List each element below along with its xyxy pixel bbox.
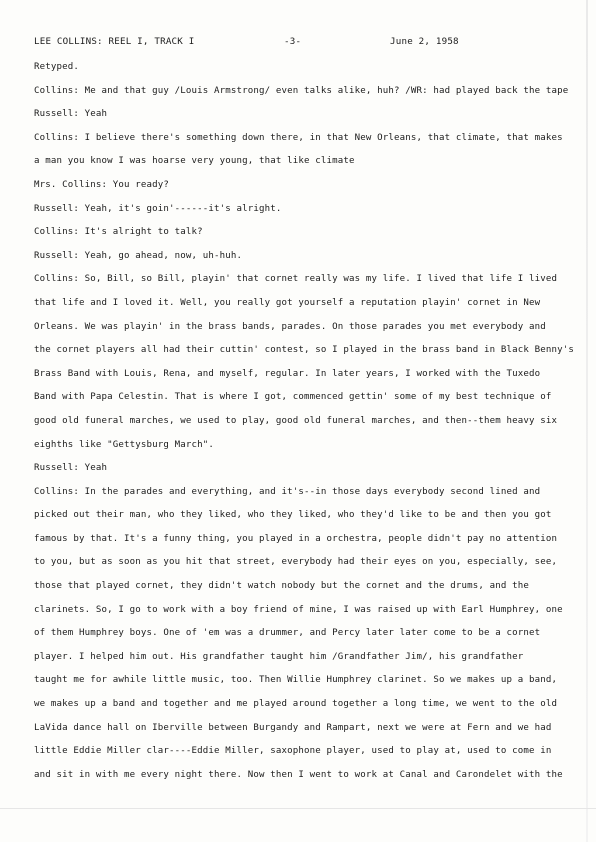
line-text: Me and that guy /Louis Armstrong/ even talks alike, huh? /WR: had played back the tape [84,85,569,96]
line-text: LaVida dance hall on Iberville between Burgandy and Rampart, next we were at Fern and we had [34,722,552,733]
header-date: June 2, 1958 [390,36,459,47]
transcript-line [34,386,570,410]
transcript-line [34,56,570,80]
scan-edge-shadow [586,0,588,842]
line-text: player. I helped him out. His grandfather taught him /Grandfather Jim/, his grandfather [34,651,524,662]
line-text: we makes up a band and together and me played around together a long time, we went to the old [34,699,558,710]
transcript-line [34,575,570,599]
line-text: the cornet players all had their cuttin' contest, so I played in the brass band in Black Benny's [34,345,574,356]
line-text: eighths like "Gettysburg March". [34,439,214,450]
transcript-line [34,103,570,127]
line-text: Band with Papa Celestin. That is where I got, commenced gettin' some of my best technique of [34,392,552,403]
transcript-line [34,693,570,717]
speaker-label: Russell: [34,109,79,120]
speaker-label: Russell: [34,250,79,261]
line-text: Yeah, go ahead, now, uh-huh. [84,250,243,261]
line-text: good old funeral marches, we used to play, good old funeral marches, and then--them heavy six [34,415,558,426]
transcript-line [34,174,570,198]
line-text: picked out their man, who they liked, who they liked, who they'd like to be and then you got [34,510,552,521]
transcript-line [34,646,570,670]
line-text: In the parades and everything, and it's--in those days everybody second lined and [84,486,541,497]
transcript-line [34,504,570,528]
speaker-label: Collins: [34,227,79,238]
line-text: of them Humphrey boys. One of 'em was a drummer, and Percy later later come to be a cornet [34,628,541,639]
transcript-line [34,316,570,340]
line-text: Orleans. We was playin' in the brass bands, parades. On those parades you met everybody and [34,321,546,332]
transcript-body [34,56,574,787]
transcript-line [34,481,570,505]
line-text: that life and I loved it. Well, you really got yourself a reputation playin' cornet in New [34,297,541,308]
line-text: Yeah [84,109,108,120]
page-header [34,36,564,50]
transcript-line [34,764,570,788]
transcript-line [34,622,570,646]
transcript-line [34,717,570,741]
header-page-number: -3- [284,36,302,47]
line-text: It's alright to talk? [84,227,203,238]
transcript-line [34,339,574,363]
line-text: Retyped. [34,62,79,72]
transcript-line [34,434,570,458]
transcript-line [34,292,570,316]
transcript-line [34,221,570,245]
transcript-line [34,245,570,269]
line-text: clarinets. So, I go to work with a boy friend of mine, I was raised up with Earl Humphrey, one [34,604,563,615]
line-text: Yeah, it's goin'------it's alright. [84,203,282,214]
transcript-line [34,150,570,174]
line-text: Yeah [84,463,108,474]
transcript-line [34,268,570,292]
line-text: So, Bill, so Bill, playin' that cornet really was my life. I lived that life I lived [84,274,558,285]
line-text: taught me for awhile little music, too. Then Willie Humphrey clarinet. So we makes up a band, [34,675,558,686]
line-text: those that played cornet, they didn't watch nobody but the cornet and the drums, and the [34,581,529,592]
transcript-line [34,528,570,552]
line-text: Brass Band with Louis, Rena, and myself, regular. In later years, I worked with the Tuxedo [34,368,541,379]
line-text: little Eddie Miller clar----Eddie Miller, saxophone player, used to play at, used to come in [34,746,552,757]
line-text: to you, but as soon as you hit that street, everybody had their eyes on you, especially, see, [34,557,558,568]
line-text: I believe there's something down there, in that New Orleans, that climate, that makes [84,132,563,143]
line-text: famous by that. It's a funny thing, you played in a orchestra, people didn't pay no attention [34,533,558,544]
line-text: and sit in with me every night there. Now then I went to work at Canal and Carondelet with the [34,769,563,780]
transcript-line [34,740,570,764]
line-text: a man you know I was hoarse very young, that like climate [34,156,355,167]
transcript-line [34,599,570,623]
speaker-label: Russell: [34,203,79,214]
transcript-line [34,127,570,151]
speaker-label: Mrs. Collins: [34,179,108,190]
transcript-line [34,363,570,387]
speaker-label: Collins: [34,274,79,285]
speaker-label: Collins: [34,486,79,497]
transcript-line [34,457,570,481]
transcript-line [34,669,570,693]
header-reel-info: LEE COLLINS: REEL I, TRACK I [34,36,195,47]
line-text: You ready? [112,179,169,190]
scan-bottom-edge [0,808,596,809]
speaker-label: Collins: [34,85,79,96]
transcript-line [34,551,570,575]
transcript-line [34,80,570,104]
transcript-line [34,410,570,434]
speaker-label: Collins: [34,132,79,143]
speaker-label: Russell: [34,463,79,474]
transcript-line [34,198,570,222]
